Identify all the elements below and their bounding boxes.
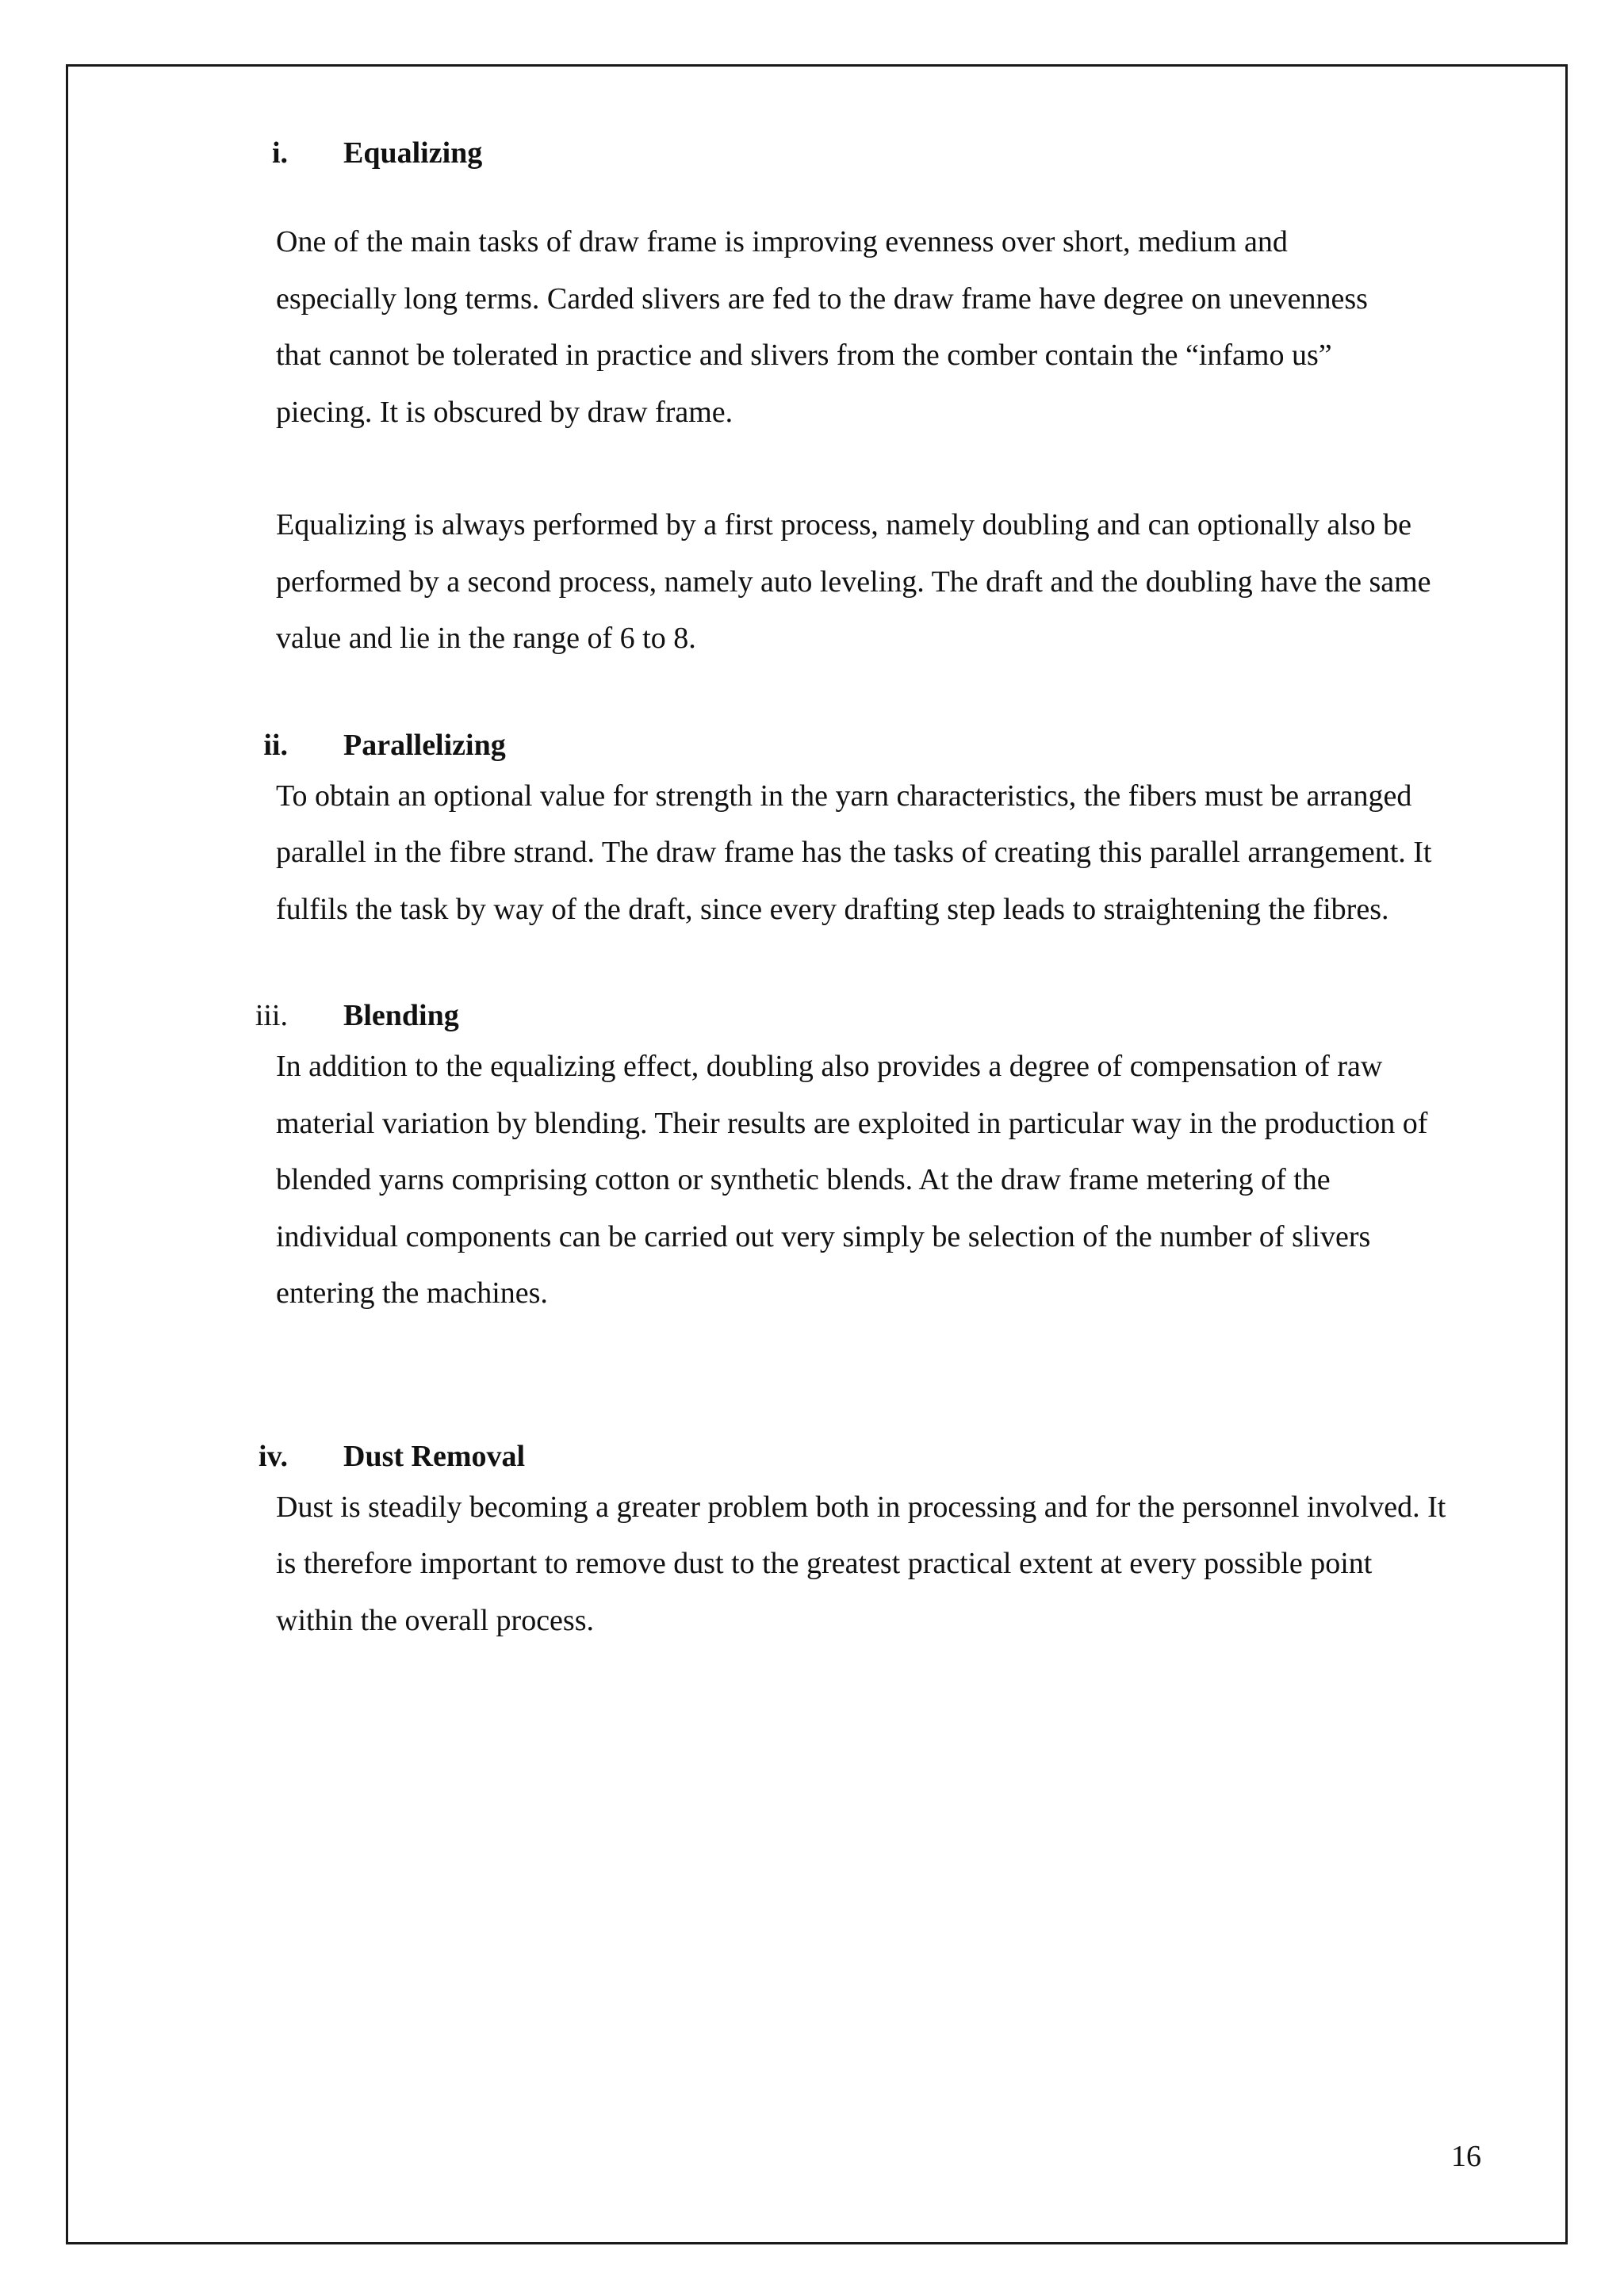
page-number: 16	[1451, 2140, 1481, 2173]
section-title: Equalizing	[343, 136, 483, 170]
section-title: Dust Removal	[343, 1439, 526, 1473]
paragraph: Dust is steadily becoming a greater problem both in processing and for the personnel involved. It is therefore important to remove dust to the greatest practical extent at every possible point within the overall process.	[276, 1490, 1446, 1637]
paragraph: To obtain an optional value for strength in the yarn characteristics, the fibers must be arranged parallel in the fibre strand. The draw frame has the tasks of creating this parallel arrangement. It fulfils the task by way of the draft, since every drafting step leads to straightening the fibres.	[276, 779, 1432, 926]
paragraph: Equalizing is always performed by a first process, namely doubling and can optionally also be performed by a second process, namely auto leveling. The draft and the doubling have the same value and lie in the range of 6 to 8.	[276, 508, 1431, 655]
section-numeral: ii.	[263, 728, 288, 762]
section-numeral: iii.	[255, 999, 288, 1032]
section-title: Parallelizing	[343, 728, 506, 762]
section-numeral: iv.	[259, 1439, 288, 1473]
section-heading-blending	[255, 994, 1481, 1037]
paragraph: One of the main tasks of draw frame is improving evenness over short, medium and especially long terms. Carded slivers are fed to the draw frame have degree on unevenness that cannot be tolerated in practice and slivers from the comber contain the “infamo us” piecing. It is obscured by draw frame.	[276, 225, 1368, 429]
section-title: Blending	[343, 999, 459, 1032]
section-numeral: i.	[271, 136, 288, 170]
paragraph: In addition to the equalizing effect, doubling also provides a degree of compensation of raw material variation by blending. Their results are exploited in particular way in the production of blended yarns comprising cotton or synthetic blends. At the draw frame metering of the individual components can be carried out very simply be selection of the number of slivers entering the machines.	[276, 1050, 1428, 1310]
section-heading-equalizing	[271, 132, 1481, 174]
section-heading-dust-removal	[259, 1435, 1481, 1478]
page-content	[255, 132, 1481, 1649]
section-heading-parallelizing	[263, 724, 1481, 767]
